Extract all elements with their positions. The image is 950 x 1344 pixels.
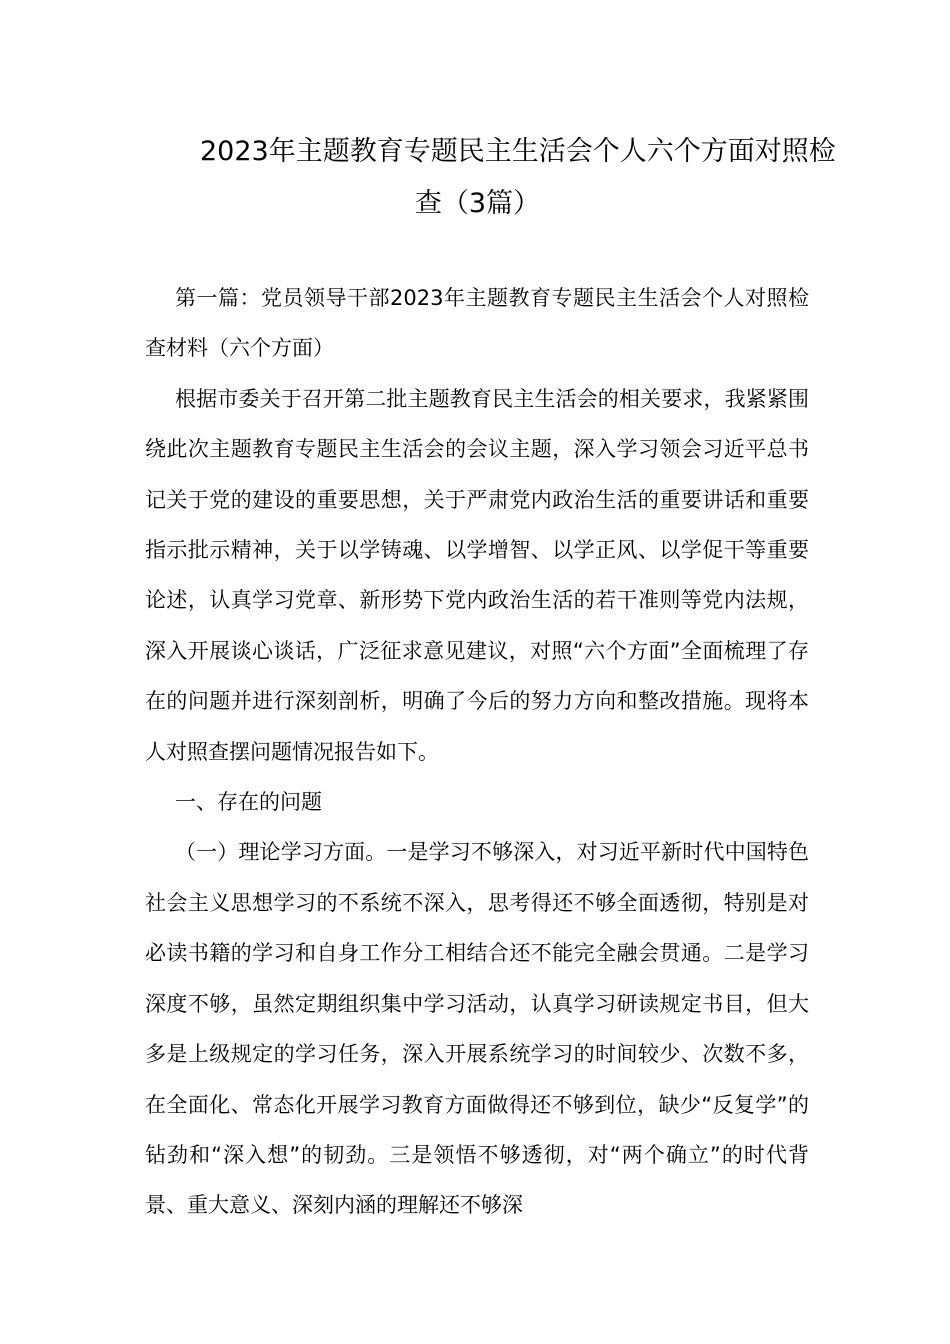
title-line-1: 2023年主题教育专题民主生活会个人六个方面对照检 (200, 136, 836, 167)
document-title (145, 126, 836, 230)
section-heading-problems: 一、存在的问题 (175, 790, 322, 815)
section-heading-first-article: 第一篇：党员领导干部2023年主题教育专题民主生活会个人对照检查材料（六个方面） (145, 286, 809, 361)
title-line-2: 查（3篇） (414, 188, 541, 219)
body-paragraph: 根据市委关于召开第二批主题教育民主生活会的相关要求，我紧紧围绕此次主题教育专题民主生活会的会议主题，深入学习领会习近平总书记关于党的建设的重要思想，关于严肃党内政治生活的重要讲话和重要指示批示精神，关于以学铸魂、以学增智、以学正风、以学促干等重要论述，认真学习党章、新形势下党内政治生活的若干准则等党内法规，深入开展谈心谈话，广泛征求意见建议，对照“六个方面”全面梳理了存在的问题并进行深刻剖析，明确了今后的努力方向和整改措施。现将本人对照查摆问题情况报告如下。 (145, 386, 809, 764)
body-paragraph: （一）理论学习方面。一是学习不够深入，对习近平新时代中国特色社会主义思想学习的不系统不深入，思考得还不够全面透彻，特别是对必读书籍的学习和自身工作分工相结合还不能完全融会贯通。二是学习深度不够，虽然定期组织集中学习活动，认真学习研读规定书目，但大多是上级规定的学习任务，深入开展系统学习的时间较少、次数不多，在全面化、常态化开展学习教育方面做得还不够到位，缺少“反复学”的钻劲和“深入想”的韧劲。三是领悟不够透彻，对“两个确立”的时代背景、重大意义、深刻内涵的理解还不够深 (145, 840, 809, 1218)
document-body (145, 273, 809, 1231)
